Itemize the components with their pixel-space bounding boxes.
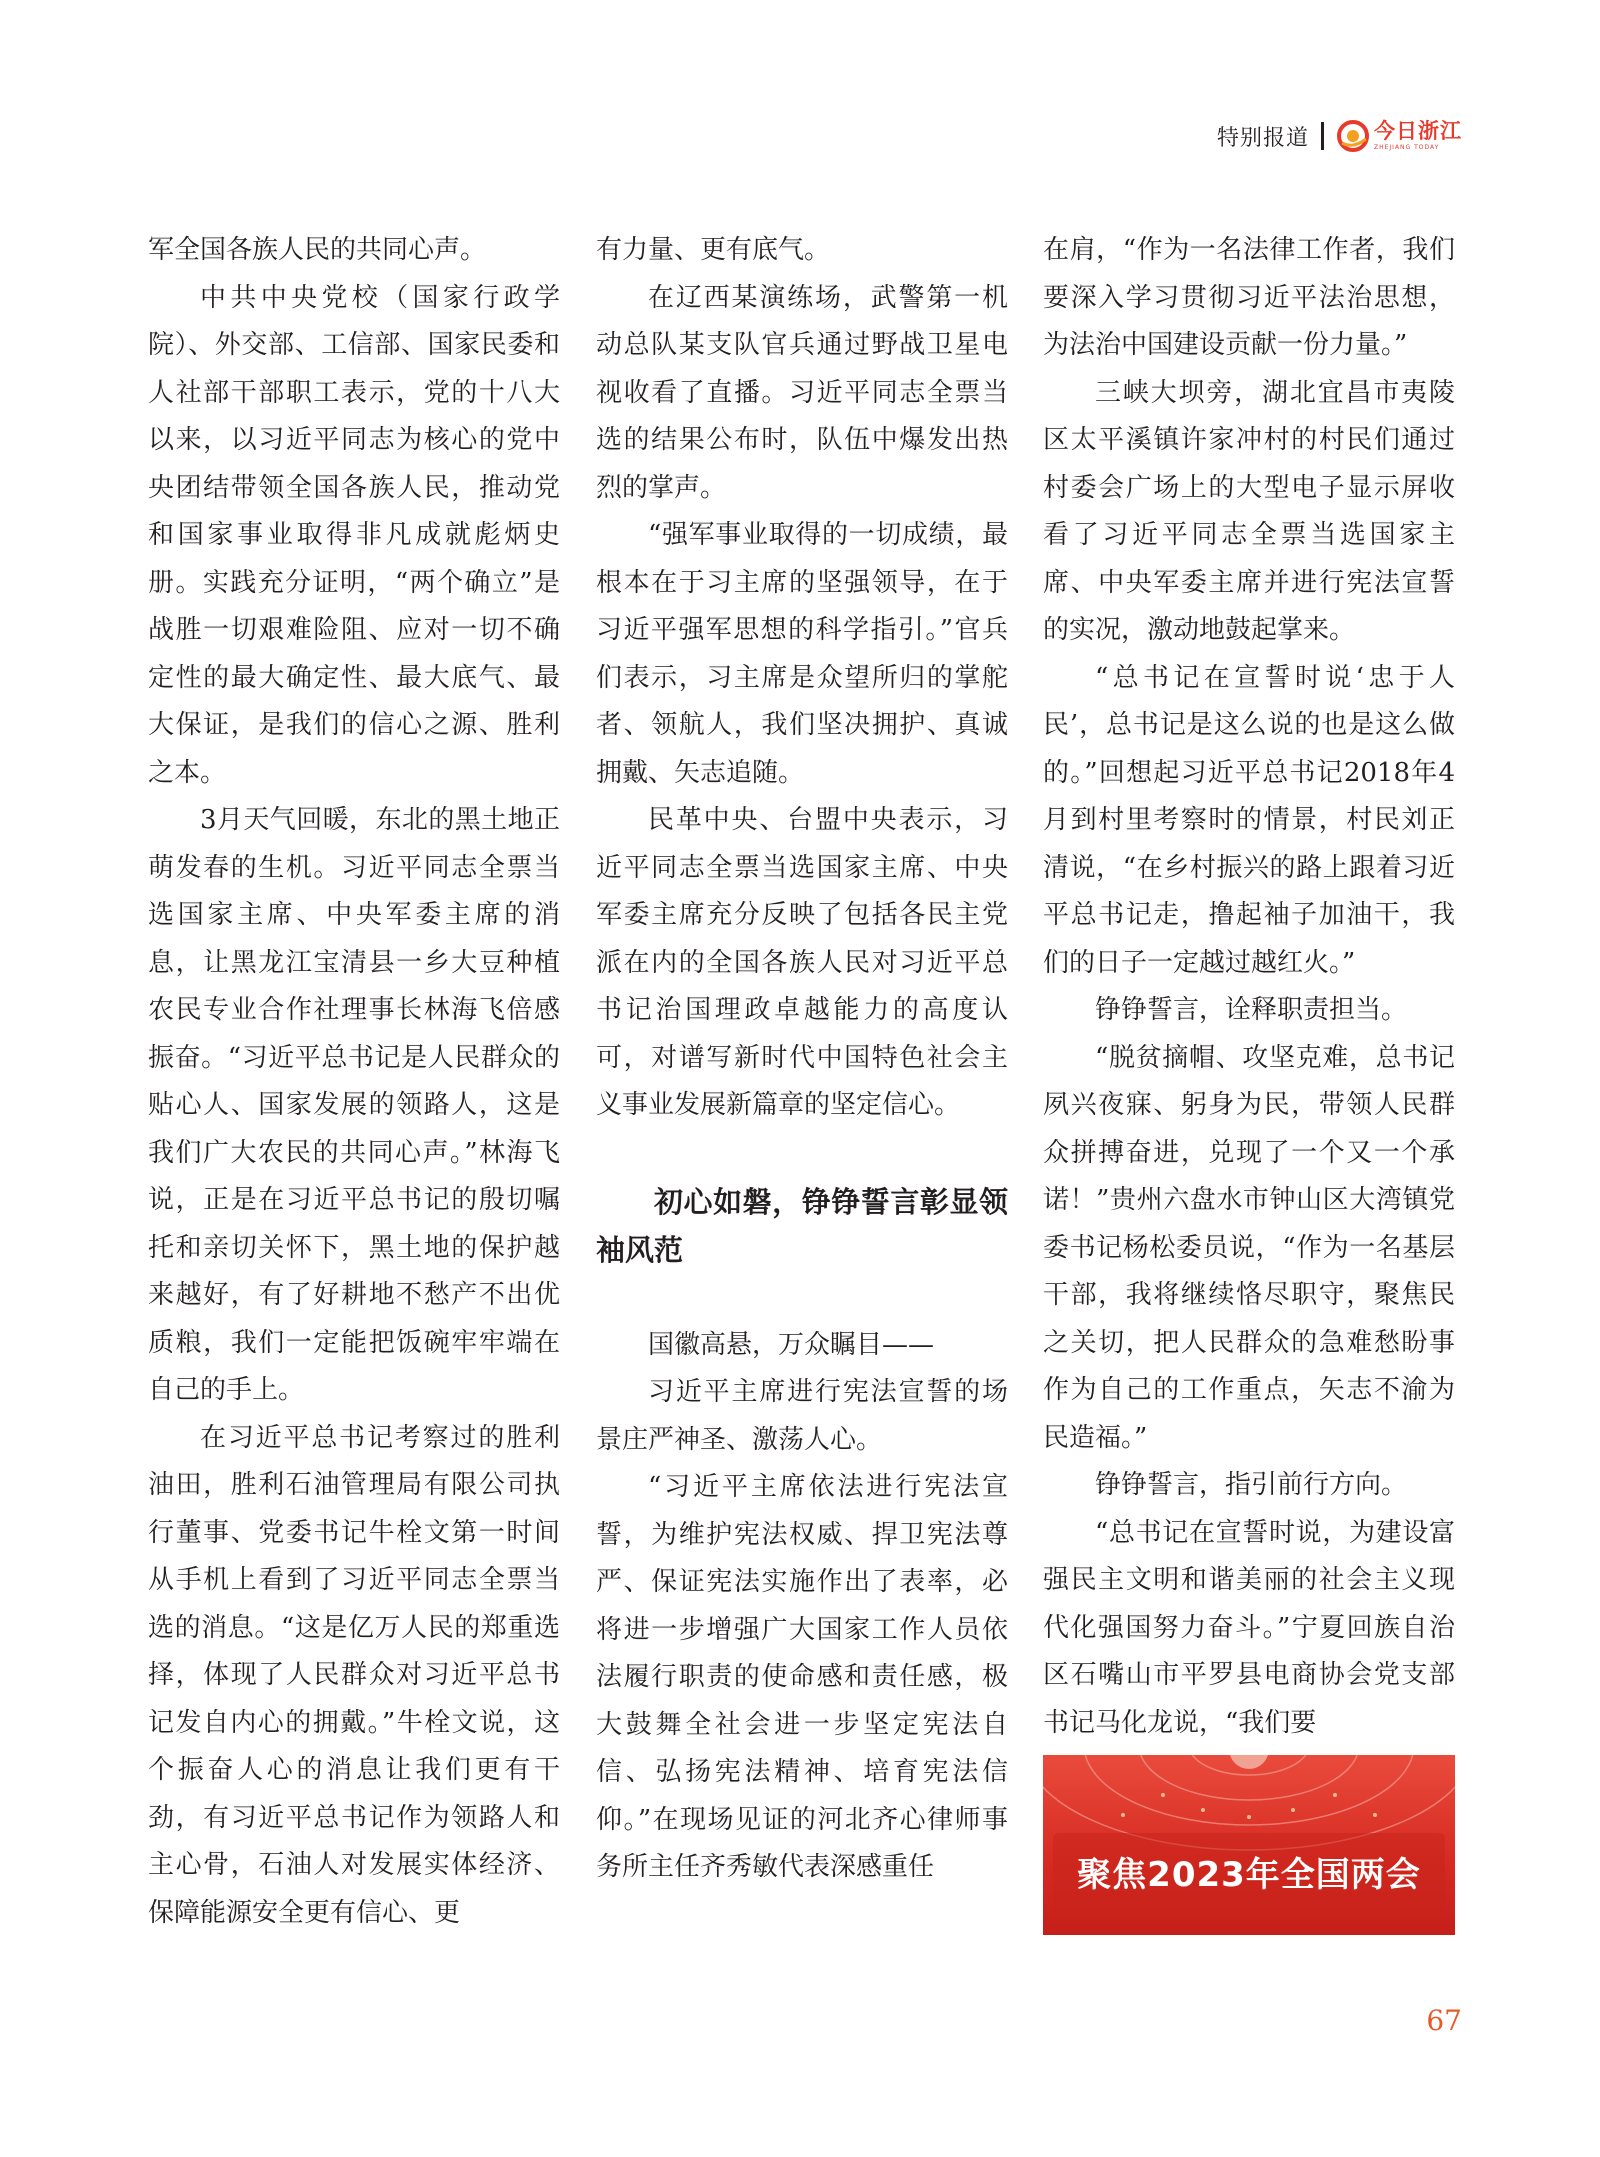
page-header: [1217, 112, 1462, 160]
page-number: 67: [1426, 2004, 1462, 2037]
magazine-logo: [1336, 119, 1462, 153]
paragraph: 三峡大坝旁，湖北宜昌市夷陵区太平溪镇许家冲村的村民们通过村委会广场上的大型电子显示屏收看了习近平同志全票当选国家主席、中央军委主席并进行宪法宣誓的实况，激动地鼓起掌来。: [1043, 377, 1455, 645]
paragraph: 铮铮誓言，指引前行方向。: [1095, 1470, 1408, 1500]
logo-title: 今日浙江: [1374, 119, 1462, 143]
paragraph: 在辽西某演练场，武警第一机动总队某支队官兵通过野战卫星电视收看了直播。习近平同志全票当选的结果公布时，队伍中爆发出热烈的掌声。: [596, 282, 1008, 503]
paragraph: “习近平主席依法进行宪法宣誓，为维护宪法权威、捍卫宪法尊严、保证宪法实施作出了表率，必将进一步增强广大国家工作人员依法履行职责的使命感和责任感，极大鼓舞全社会进一步坚定宪法自信、弘扬宪法精神、培育宪法信仰。”在现场见证的河北齐心律师事务所主任齐秀敏代表深感重任: [596, 1472, 1008, 1882]
section-heading: 初心如磐，铮铮誓言彰显领袖风范: [596, 1184, 1008, 1267]
two-sessions-banner[interactable]: [1043, 1755, 1455, 1935]
paragraph: “总书记在宣誓时说‘忠于人民’，总书记是这么说的也是这么做的。”回想起习近平总书记2018年4月到村里考察时的情景，村民刘正清说，“在乡村振兴的路上跟着习近平总书记走，撸起袖子加油干，我们的日子一定越过越红火。”: [1043, 662, 1455, 978]
paragraph: “强军事业取得的一切成绩，最根本在于习主席的坚强领导，在于习近平强军思想的科学指引。”官兵们表示，习主席是众望所归的掌舵者、领航人，我们坚决拥护、真诚拥戴、矢志追随。: [596, 520, 1008, 788]
section-label: 特别报道: [1216, 125, 1309, 151]
logo-subtitle: ZHEJIANG TODAY: [1374, 144, 1440, 151]
paragraph: “总书记在宣誓时说，为建设富强民主文明和谐美丽的社会主义现代化强国努力奋斗。”宁夏回族自治区石嘴山市平罗县电商协会党支部书记马化龙说，“我们要: [1043, 1517, 1455, 1738]
paragraph: “脱贫摘帽、攻坚克难，总书记夙兴夜寐、躬身为民，带领人民群众拼搏奋进，兑现了一个又一个承诺！”贵州六盘水市钟山区大湾镇党委书记杨松委员说，“作为一名基层干部，我将继续恪尽职守，聚焦民之关切，把人民群众的急难愁盼事作为自己的工作重点，矢志不渝为民造福。”: [1043, 1042, 1455, 1453]
article-column-3: [1043, 227, 1455, 1747]
hall-ceiling-graphic: [1043, 1755, 1455, 1935]
paragraph: 在习近平总书记考察过的胜利油田，胜利石油管理局有限公司执行董事、党委书记牛栓文第一时间从手机上看到了习近平同志全票当选的消息。“这是亿万人民的郑重选择，体现了人民群众对习近平总书记发自内心的拥戴。”牛栓文说，这个振奋人心的消息让我们更有干劲，有习近平总书记作为领路人和主心骨，石油人对发展实体经济、保障能源安全更有信心、更: [148, 1422, 560, 1928]
logo-icon: [1336, 119, 1370, 153]
banner-title: 聚焦2023年全国两会: [1077, 1855, 1421, 1895]
paragraph: 3月天气回暖，东北的黑土地正萌发春的生机。习近平同志全票当选国家主席、中央军委主席的消息，让黑龙江宝清县一乡大豆种植农民专业合作社理事长林海飞倍感振奋。“习近平总书记是人民群众的贴心人、国家发展的领路人，这是我们广大农民的共同心声。”林海飞说，正是在习近平总书记的殷切嘱托和亲切关怀下，黑土地的保护越来越好，有了好耕地不愁产不出优质粮，我们一定能把饭碗牢牢端在自己的手上。: [148, 805, 560, 1405]
paragraph: 国徽高悬，万众瞩目——: [648, 1329, 935, 1360]
article-column-1: [148, 227, 560, 1937]
paragraph: 有力量、更有底气。: [596, 235, 831, 265]
paragraph: 中共中央党校（国家行政学院）、外交部、工信部、国家民委和人社部干部职工表示，党的十八大以来，以习近平同志为核心的党中央团结带领全国各族人民，推动党和国家事业取得非凡成就彪炳史册。实践充分证明，“两个确立”是战胜一切艰难险阻、应对一切不确定性的最大确定性、最大底气、最大保证，是我们的信心之源、胜利之本。: [148, 282, 560, 788]
header-divider: [1321, 122, 1324, 150]
paragraph: 在肩，“作为一名法律工作者，我们要深入学习贯彻习近平法治思想，为法治中国建设贡献一份力量。”: [1043, 235, 1455, 360]
paragraph: 民革中央、台盟中央表示，习近平同志全票当选国家主席、中央军委主席充分反映了包括各民主党派在内的全国各族人民对习近平总书记治国理政卓越能力的高度认可，对谱写新时代中国特色社会主义事业发展新篇章的坚定信心。: [596, 805, 1008, 1120]
paragraph: 习近平主席进行宪法宣誓的场景庄严神圣、激荡人心。: [596, 1377, 1008, 1455]
article-column-2: [596, 227, 1008, 1892]
paragraph: 铮铮誓言，诠释职责担当。: [1095, 995, 1408, 1025]
paragraph: 军全国各族人民的共同心声。: [148, 235, 487, 265]
